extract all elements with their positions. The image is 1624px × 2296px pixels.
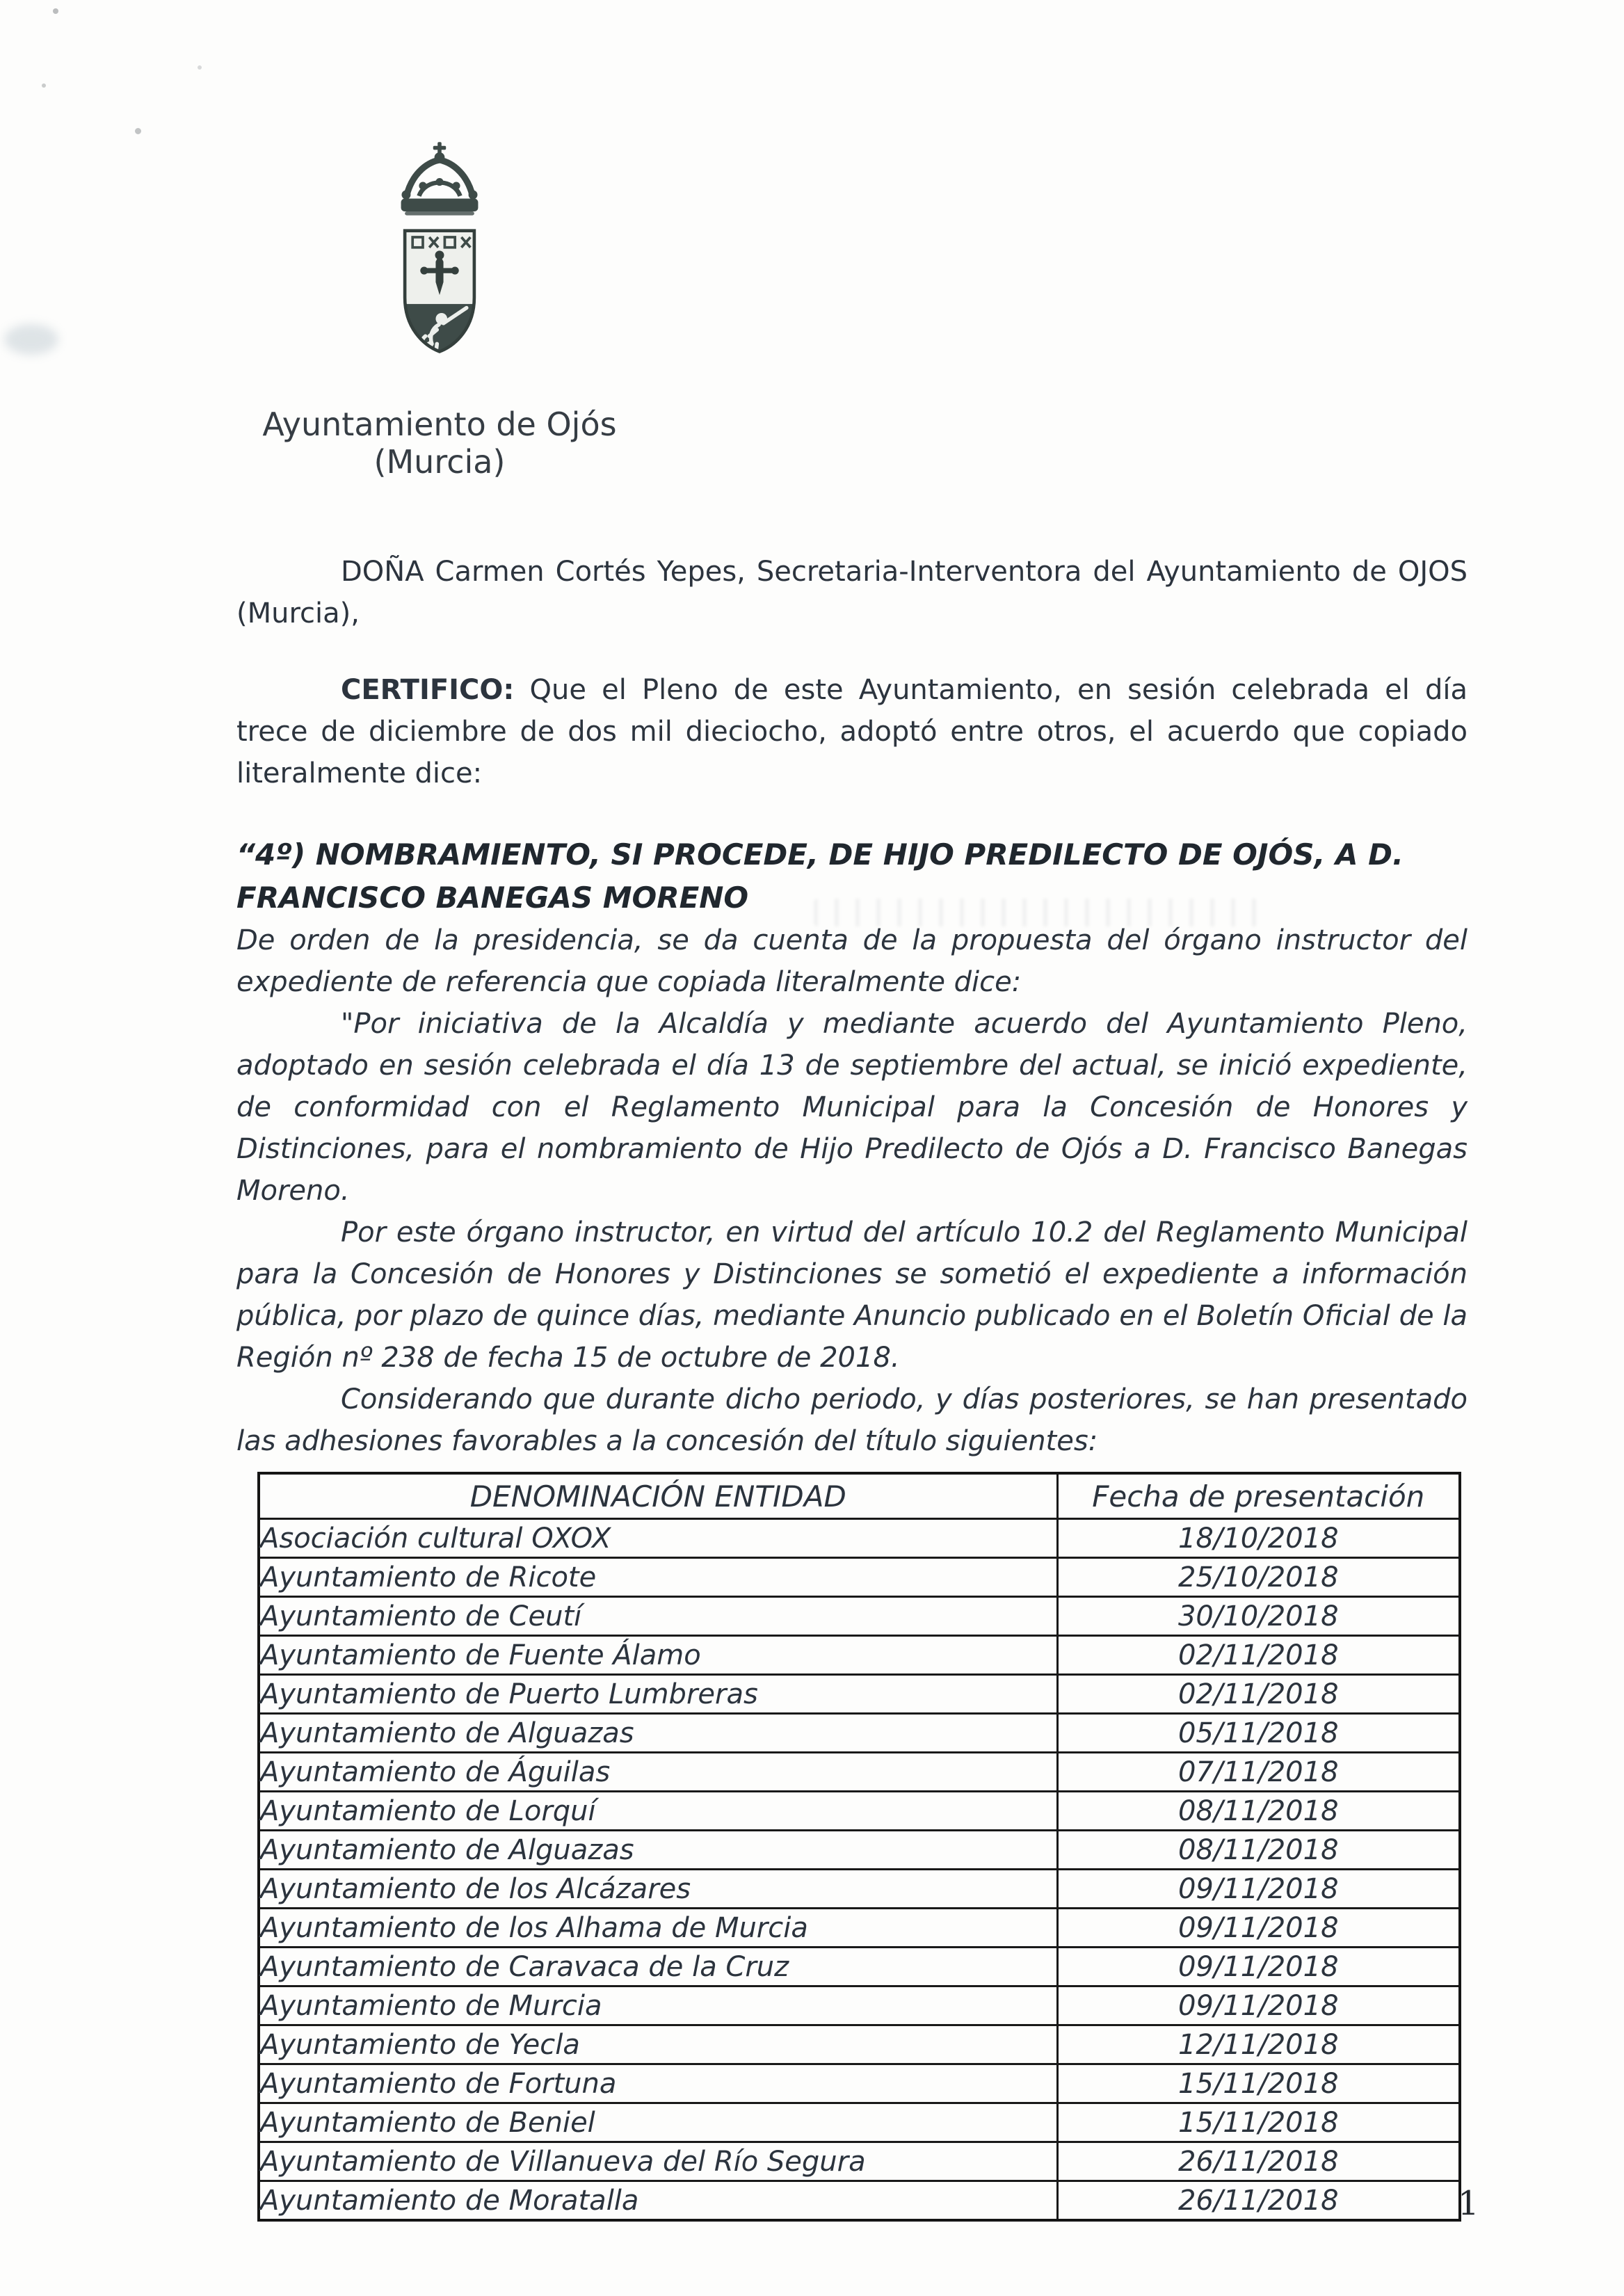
table-row <box>259 1714 1460 1753</box>
table-row <box>259 1597 1460 1636</box>
body-paragraph: "Por iniciativa de la Alcaldía y mediante acuerdo del Ayuntamiento Pleno, adoptado en sesión celebrada el día 13 de septiembre del actual, se inició expediente, de conformidad con el Reglamento Municipal para la Concesión de Honores y Distinciones, para el nombramiento de Hijo Predilecto de Ojós a D. Francisco Banegas Moreno. <box>236 1008 1468 1207</box>
scan-artifact <box>135 128 141 134</box>
crown-icon <box>401 142 479 215</box>
entity-cell: Ayuntamiento de Ricote <box>259 1558 1057 1597</box>
entity-cell: Ayuntamiento de los Alhama de Murcia <box>259 1909 1057 1948</box>
body-paragraph: Por este órgano instructor, en virtud del artículo 10.2 del Reglamento Municipal para la Concesión de Honores y Distinciones se sometió el expediente a información pública, por plazo de quince días, mediante Anuncio publicado en el Boletín Oficial de la Región nº 238 de fecha 15 de octubre de 2018. <box>236 1217 1468 1374</box>
entity-cell: Ayuntamiento de Ceutí <box>259 1597 1057 1636</box>
entity-cell: Ayuntamiento de Alguazas <box>259 1831 1057 1870</box>
table-row <box>259 1558 1460 1597</box>
table-row <box>259 2103 1460 2142</box>
date-cell: 26/11/2018 <box>1057 2142 1460 2181</box>
intro-paragraph: DOÑA Carmen Cortés Yepes, Secretaria-Interventora del Ayuntamiento de OJOS (Murcia), <box>236 556 1468 629</box>
body-paragraph: De orden de la presidencia, se da cuenta de la propuesta del órgano instructor del expediente de referencia que copiada literalmente dice: <box>236 924 1468 998</box>
table-row <box>259 1753 1460 1792</box>
certifico-label: CERTIFICO: <box>341 674 515 706</box>
date-cell: 15/11/2018 <box>1057 2103 1460 2142</box>
agenda-item-heading <box>236 833 1468 920</box>
table-row <box>259 1948 1460 1986</box>
table-row <box>259 1831 1460 1870</box>
table-header-row <box>259 1473 1460 1519</box>
agenda-item-line1: “4º) NOMBRAMIENTO, SI PROCEDE, DE HIJO PREDILECTO DE OJÓS, A D. <box>236 837 1404 872</box>
certification-paragraph <box>236 669 1468 794</box>
table-row <box>259 2025 1460 2064</box>
date-cell: 12/11/2018 <box>1057 2025 1460 2064</box>
entity-cell: Ayuntamiento de Puerto Lumbreras <box>259 1675 1057 1714</box>
entity-cell: Ayuntamiento de Beniel <box>259 2103 1057 2142</box>
letterhead <box>231 136 648 481</box>
date-cell: 02/11/2018 <box>1057 1636 1460 1675</box>
date-cell: 30/10/2018 <box>1057 1597 1460 1636</box>
table-row <box>259 1519 1460 1558</box>
entity-cell: Ayuntamiento de los Alcázares <box>259 1870 1057 1909</box>
organization-region: (Murcia) <box>373 443 506 481</box>
entity-cell: Ayuntamiento de Murcia <box>259 1986 1057 2025</box>
table-row <box>259 1870 1460 1909</box>
scan-artifact <box>42 83 46 88</box>
date-cell: 09/11/2018 <box>1057 1986 1460 2025</box>
scan-smudge <box>4 324 58 355</box>
date-cell: 15/11/2018 <box>1057 2064 1460 2103</box>
date-cell: 07/11/2018 <box>1057 1753 1460 1792</box>
date-cell: 09/11/2018 <box>1057 1948 1460 1986</box>
entity-cell: Ayuntamiento de Fortuna <box>259 2064 1057 2103</box>
entity-cell: Asociación cultural OXOX <box>259 1519 1057 1558</box>
date-cell: 09/11/2018 <box>1057 1909 1460 1948</box>
adhesions-table <box>257 1472 1461 2222</box>
entity-cell: Ayuntamiento de Villanueva del Río Segura <box>259 2142 1057 2181</box>
date-cell: 08/11/2018 <box>1057 1831 1460 1870</box>
entity-cell: Ayuntamiento de Moratalla <box>259 2181 1057 2221</box>
table-row <box>259 1986 1460 2025</box>
coat-of-arms <box>373 136 506 372</box>
shield-icon <box>401 227 479 366</box>
table-row <box>259 2142 1460 2181</box>
date-cell: 26/11/2018 <box>1057 2181 1460 2221</box>
body-paragraph: Considerando que durante dicho periodo, y días posteriores, se han presentado las adhesiones favorables a la concesión del título siguientes: <box>236 1383 1468 1457</box>
table-row <box>259 1792 1460 1831</box>
page-number: 1 <box>1458 2184 1479 2223</box>
table-row <box>259 1636 1460 1675</box>
organization-name: Ayuntamiento de Ojós <box>262 406 617 443</box>
table-row <box>259 1909 1460 1948</box>
table-row <box>259 2181 1460 2221</box>
date-cell: 09/11/2018 <box>1057 1870 1460 1909</box>
entity-cell: Ayuntamiento de Caravaca de la Cruz <box>259 1948 1057 1986</box>
document-body <box>236 551 1468 2222</box>
certification-text: Que el Pleno de este Ayuntamiento, en sesión celebrada el día trece de diciembre de dos mil dieciocho, adoptó entre otros, el acuerdo que copiado literalmente dice: <box>236 674 1468 789</box>
agenda-item-line2: FRANCISCO BANEGAS MORENO <box>236 881 749 915</box>
entity-column-header: DENOMINACIÓN ENTIDAD <box>259 1473 1057 1519</box>
scan-artifact <box>198 65 202 70</box>
date-column-header: Fecha de presentación <box>1057 1473 1460 1519</box>
entity-cell: Ayuntamiento de Alguazas <box>259 1714 1057 1753</box>
date-cell: 02/11/2018 <box>1057 1675 1460 1714</box>
date-cell: 18/10/2018 <box>1057 1519 1460 1558</box>
date-cell: 08/11/2018 <box>1057 1792 1460 1831</box>
entity-cell: Ayuntamiento de Yecla <box>259 2025 1057 2064</box>
entity-cell: Ayuntamiento de Águilas <box>259 1753 1057 1792</box>
entity-cell: Ayuntamiento de Fuente Álamo <box>259 1636 1057 1675</box>
table-row <box>259 1675 1460 1714</box>
table-row <box>259 2064 1460 2103</box>
date-cell: 25/10/2018 <box>1057 1558 1460 1597</box>
entity-cell: Ayuntamiento de Lorquí <box>259 1792 1057 1831</box>
date-cell: 05/11/2018 <box>1057 1714 1460 1753</box>
scan-artifact <box>53 8 58 14</box>
